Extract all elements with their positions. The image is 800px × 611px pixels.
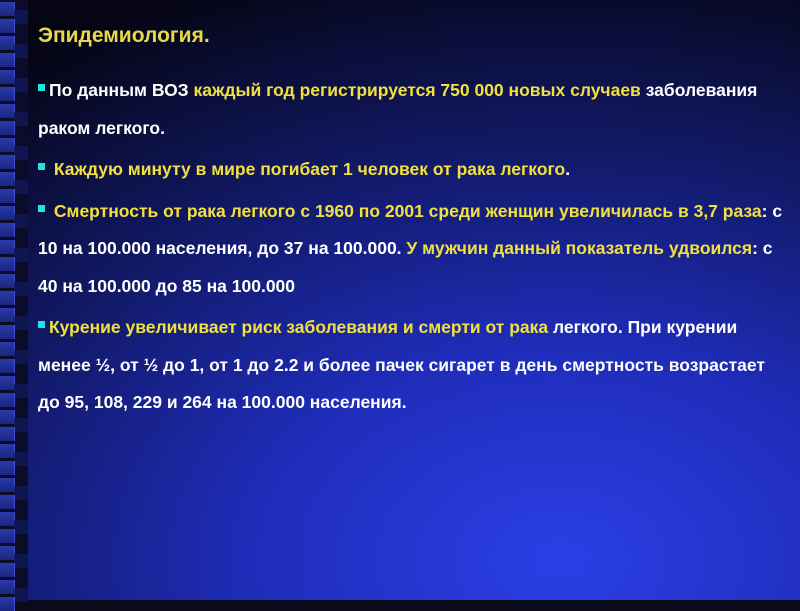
decorative-square — [0, 393, 15, 407]
decorative-square — [14, 78, 28, 92]
decorative-square — [0, 274, 15, 288]
decorative-square — [14, 214, 28, 228]
square-bullet-icon — [38, 205, 45, 212]
bullet-item-mortality — [38, 193, 788, 306]
decorative-square — [14, 10, 28, 24]
text-segment-highlight: Смертность от рака легкого с 1960 по 2001 среди женщин увеличилась в 3,7 раза — [49, 200, 762, 221]
decorative-square — [0, 580, 15, 594]
decorative-square — [14, 146, 28, 160]
decorative-square — [0, 359, 15, 373]
decorative-square — [0, 495, 15, 509]
decorative-square — [0, 36, 15, 50]
bullet-item-per-minute — [38, 151, 788, 189]
text-segment-highlight: Каждую минуту в мире погибает 1 человек от рака легкого — [49, 159, 566, 179]
decorative-square — [14, 282, 28, 296]
decorative-square — [0, 410, 15, 424]
decorative-square — [14, 418, 28, 432]
decorative-square — [0, 546, 15, 560]
square-bullet-icon — [38, 163, 45, 170]
slide-title: Эпидемиология. — [38, 24, 210, 47]
decorative-square — [14, 180, 28, 194]
decorative-square — [14, 384, 28, 398]
text-segment: . — [565, 159, 571, 179]
decorative-square — [0, 342, 15, 356]
decorative-square — [14, 452, 28, 466]
square-bullet-icon — [38, 321, 45, 328]
decorative-square — [0, 597, 15, 611]
decorative-square — [0, 121, 15, 135]
decorative-square — [0, 376, 15, 390]
decorative-square — [0, 155, 15, 169]
text-segment-highlight: У мужчин данный показатель удвоился — [406, 238, 753, 258]
decorative-square — [0, 478, 15, 492]
bullet-list — [38, 72, 788, 422]
decorative-square — [0, 104, 15, 118]
text-segment: : с 10 на 100.000 населения, до 37 на 100.000. — [38, 200, 783, 258]
decorative-square — [0, 529, 15, 543]
decorative-square — [0, 444, 15, 458]
text-segment: заболевания раком легкого. — [38, 80, 758, 138]
text-segment-highlight: каждый год регистрируется 750 000 новых случаев — [193, 80, 641, 100]
decorative-square — [0, 70, 15, 84]
decorative-square — [14, 248, 28, 262]
decorative-square — [14, 112, 28, 126]
decorative-square — [0, 291, 15, 305]
text-segment: легкого. При курении менее ½, от ½ до 1, от 1 до 2.2 и более пачек сигарет в день смертность возрастает до 95, 108, 229 и 264 на 100.000 населения. — [38, 317, 765, 412]
decorative-square — [0, 172, 15, 186]
decorative-square — [0, 563, 15, 577]
text-segment-highlight: Курение увеличивает риск заболевания и смерти от рака — [49, 317, 549, 337]
decorative-square — [0, 19, 15, 33]
decorative-square — [14, 520, 28, 534]
decorative-square — [14, 44, 28, 58]
decorative-square — [0, 223, 15, 237]
square-bullet-icon — [38, 84, 45, 91]
decorative-square — [14, 316, 28, 330]
decorative-square — [14, 350, 28, 364]
decorative-square — [0, 325, 15, 339]
decorative-square — [0, 2, 15, 16]
bullet-item-smoking — [38, 309, 788, 422]
decorative-square — [0, 461, 15, 475]
decorative-square — [0, 206, 15, 220]
decorative-square — [0, 138, 15, 152]
decorative-square — [14, 554, 28, 568]
text-segment: По данным ВОЗ — [49, 80, 194, 100]
decorative-square — [0, 512, 15, 526]
bullet-item-who-statistics — [38, 72, 788, 147]
decorative-square — [0, 87, 15, 101]
decorative-square — [0, 308, 15, 322]
text-segment: : с 40 на 100.000 до 85 на 100.000 — [38, 238, 773, 296]
decorative-square — [0, 257, 15, 271]
decorative-square-strip — [0, 0, 28, 600]
decorative-square — [0, 427, 15, 441]
decorative-square — [0, 53, 15, 67]
decorative-square — [0, 189, 15, 203]
decorative-square — [0, 240, 15, 254]
decorative-square — [14, 486, 28, 500]
